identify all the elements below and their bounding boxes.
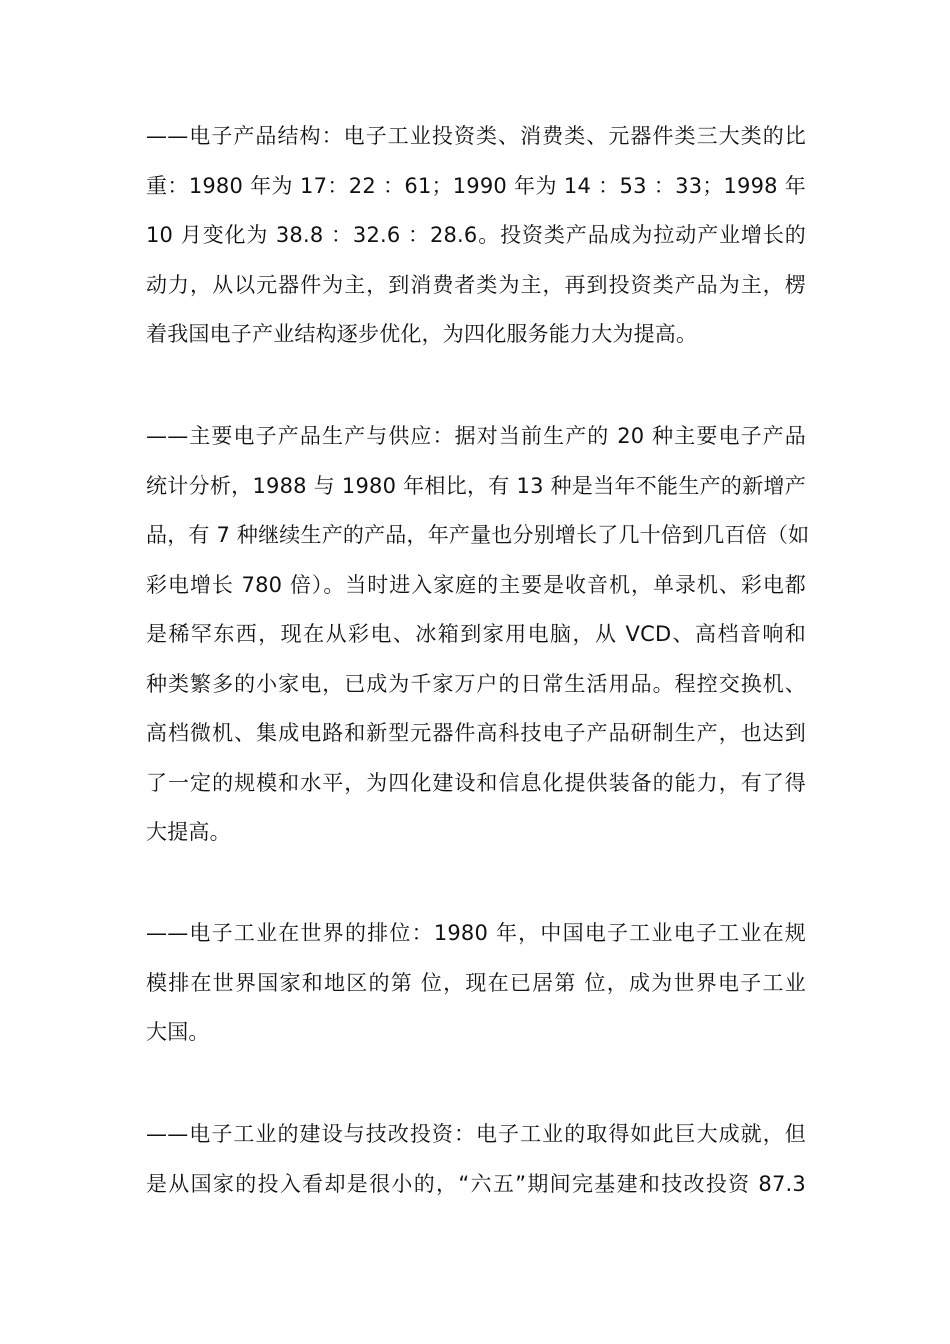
text-line: 彩电增长 780 倍）。当时进入家庭的主要是收音机，单录机、彩电都 (146, 572, 806, 597)
text-line: 模排在世界国家和地区的第 位，现在已居第 位，成为世界电子工业 (146, 970, 806, 995)
text-line: ——电子工业的建设与技改投资：电子工业的取得如此巨大成就，但 (146, 1122, 806, 1146)
text-line: 品，有 7 种继续生产的产品，年产量也分别增长了几十倍到几百倍（如 (146, 523, 810, 547)
text-line: 了一定的规模和水平，为四化建设和信息化提供装备的能力，有了得 (146, 770, 806, 795)
text-line: 大国。 (146, 1020, 210, 1044)
text-line: 种类繁多的小家电，已成为千家万户的日常生活用品。程控交换机、 (146, 671, 806, 696)
text-line: ——主要电子产品生产与供应：据对当前生产的 20 种主要电子产品 (146, 424, 806, 448)
text-line: 统计分析，1988 与 1980 年相比，有 13 种是当年不能生产的新增产 (146, 473, 806, 498)
text-line: 大提高。 (146, 820, 231, 844)
text-line: 高档微机、集成电路和新型元器件高科技电子产品研制生产，也达到 (146, 721, 806, 745)
text-line: 着我国电子产业结构逐步优化，为四化服务能力大为提高。 (146, 322, 698, 346)
text-line: 是稀罕东西，现在从彩电、冰箱到家用电脑，从 VCD、高档音响和 (146, 622, 806, 646)
paragraph-production-supply (146, 412, 810, 858)
text-line: ——电子产品结构：电子工业投资类、消费类、元器件类三大类的比 (146, 124, 806, 148)
text-line: 动力，从以元器件为主，到消费者类为主，再到投资类产品为主，楞 (146, 272, 806, 297)
paragraph-investment (146, 1110, 806, 1209)
text-line: 是从国家的投入看却是很小的，“六五”期间完基建和技改投资 87.3 (146, 1171, 806, 1196)
text-line: ——电子工业在世界的排位：1980 年，中国电子工业电子工业在规 (146, 921, 806, 945)
paragraph-product-structure (146, 112, 806, 360)
paragraph-world-ranking (146, 909, 806, 1058)
text-line: 10 月变化为 38.8 ：32.6 ：28.6。投资类产品成为拉动产业增长的 (146, 223, 806, 247)
text-line: 重：1980 年为 17：22 ：61；1990 年为 14 ：53 ：33；1998 年 (146, 173, 806, 198)
